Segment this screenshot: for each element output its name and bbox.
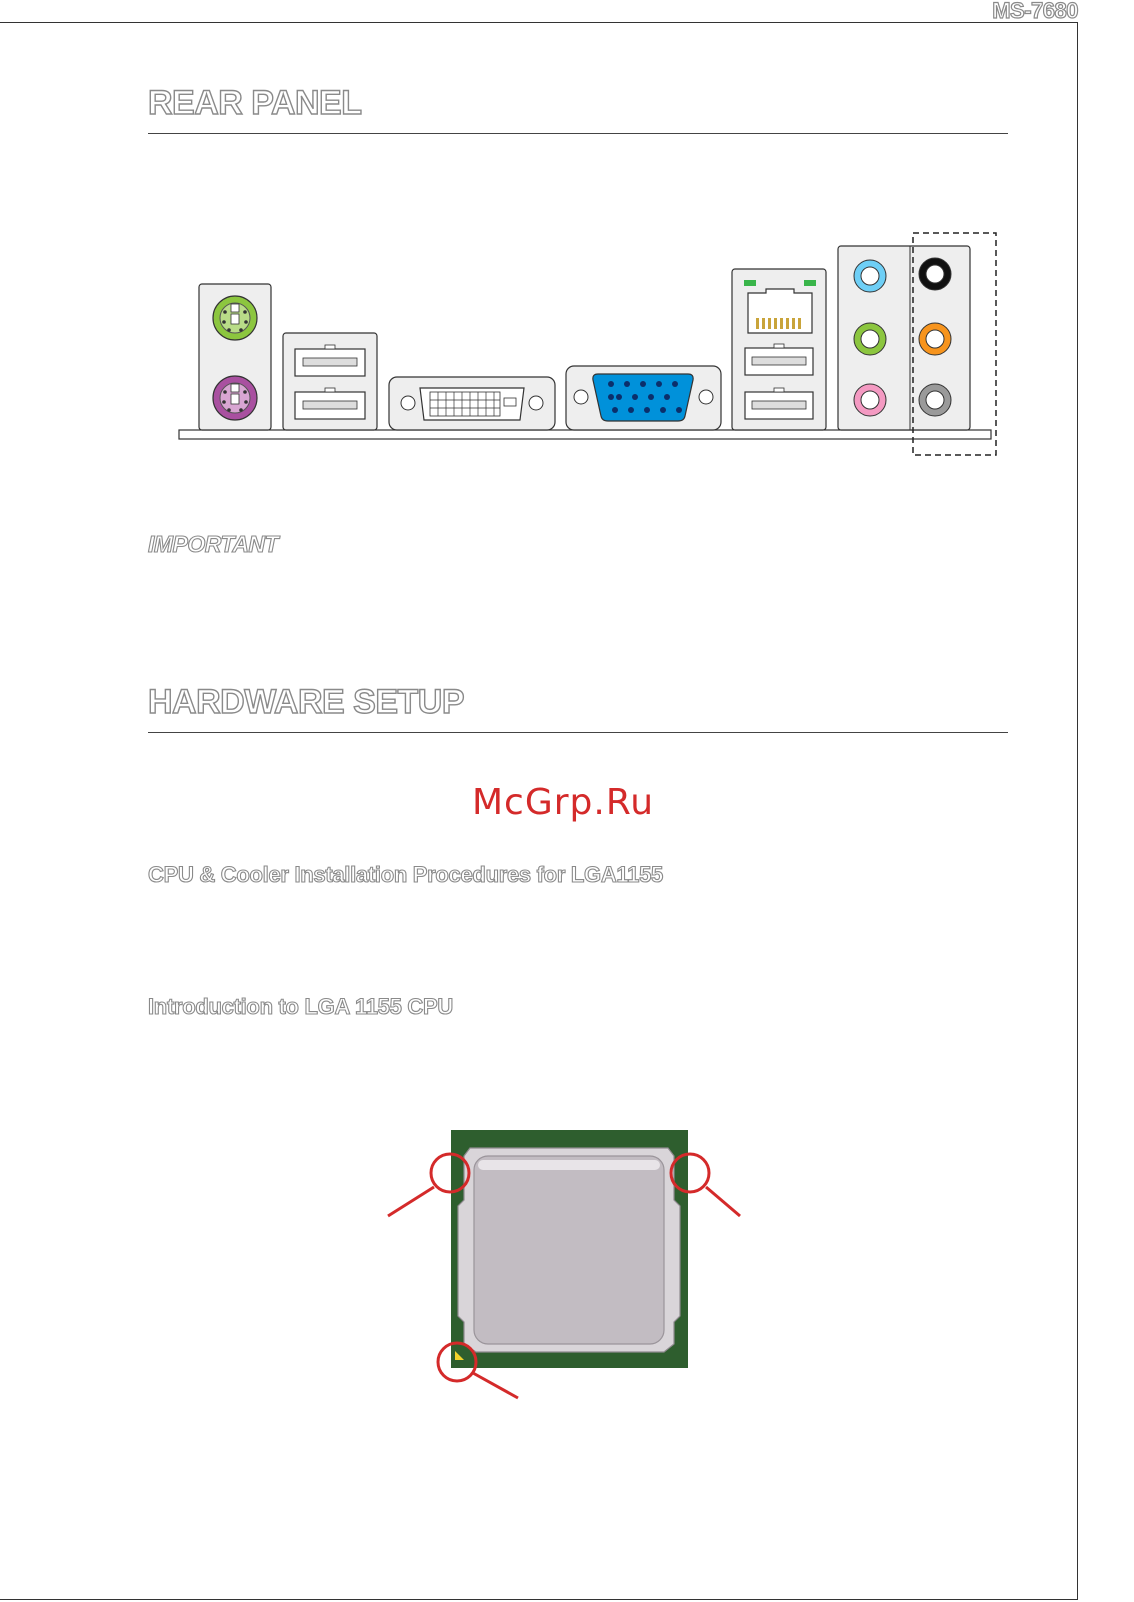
audio-jack-icon xyxy=(854,384,886,416)
watermark: McGrp.Ru xyxy=(472,782,655,823)
hardware-setup-rule xyxy=(148,732,1008,733)
audio-block xyxy=(838,233,996,455)
model-number: MS-7680 xyxy=(992,0,1078,23)
cpu-icon xyxy=(451,1130,688,1368)
audio-jack-icon xyxy=(919,323,951,355)
usb-port-icon xyxy=(295,345,365,376)
lan-usb-block xyxy=(732,269,826,430)
audio-jack-icon xyxy=(854,323,886,355)
callouts xyxy=(388,1154,740,1398)
callout-circle-pin1 xyxy=(438,1343,476,1381)
rear-panel-title: REAR PANEL xyxy=(148,84,362,122)
callout-leader-pin1 xyxy=(473,1373,518,1398)
audio-jack-icon xyxy=(919,258,951,290)
ps2-mouse-port-icon xyxy=(213,296,257,340)
callout-circle-notch-right xyxy=(671,1154,709,1192)
page-frame-bottom xyxy=(0,1599,1078,1600)
callout-leader-left xyxy=(388,1187,434,1216)
important-label: IMPORTANT xyxy=(148,531,279,557)
usb-port-icon xyxy=(295,388,365,419)
rear-panel-diagram xyxy=(0,0,1134,480)
hardware-setup-title: HARDWARE SETUP xyxy=(148,683,465,721)
vga-port-icon xyxy=(566,366,721,430)
usb-port-icon xyxy=(745,344,813,375)
usb-port-icon xyxy=(745,388,813,419)
ps2-keyboard-port-icon xyxy=(213,376,257,420)
dvi-port-icon xyxy=(389,377,555,430)
ps2-block xyxy=(199,284,271,430)
usb-block-1 xyxy=(283,333,377,430)
intro-cpu-subhead: Introduction to LGA 1155 CPU xyxy=(148,994,453,1019)
rear-panel-plate xyxy=(179,430,991,439)
audio-jack-icon xyxy=(854,260,886,292)
callout-leader-right xyxy=(706,1187,740,1216)
audio-jack-icon xyxy=(919,384,951,416)
callout-circle-notch-left xyxy=(431,1154,469,1192)
cpu-cooler-subhead: CPU & Cooler Installation Procedures for LGA1155 xyxy=(148,862,663,887)
